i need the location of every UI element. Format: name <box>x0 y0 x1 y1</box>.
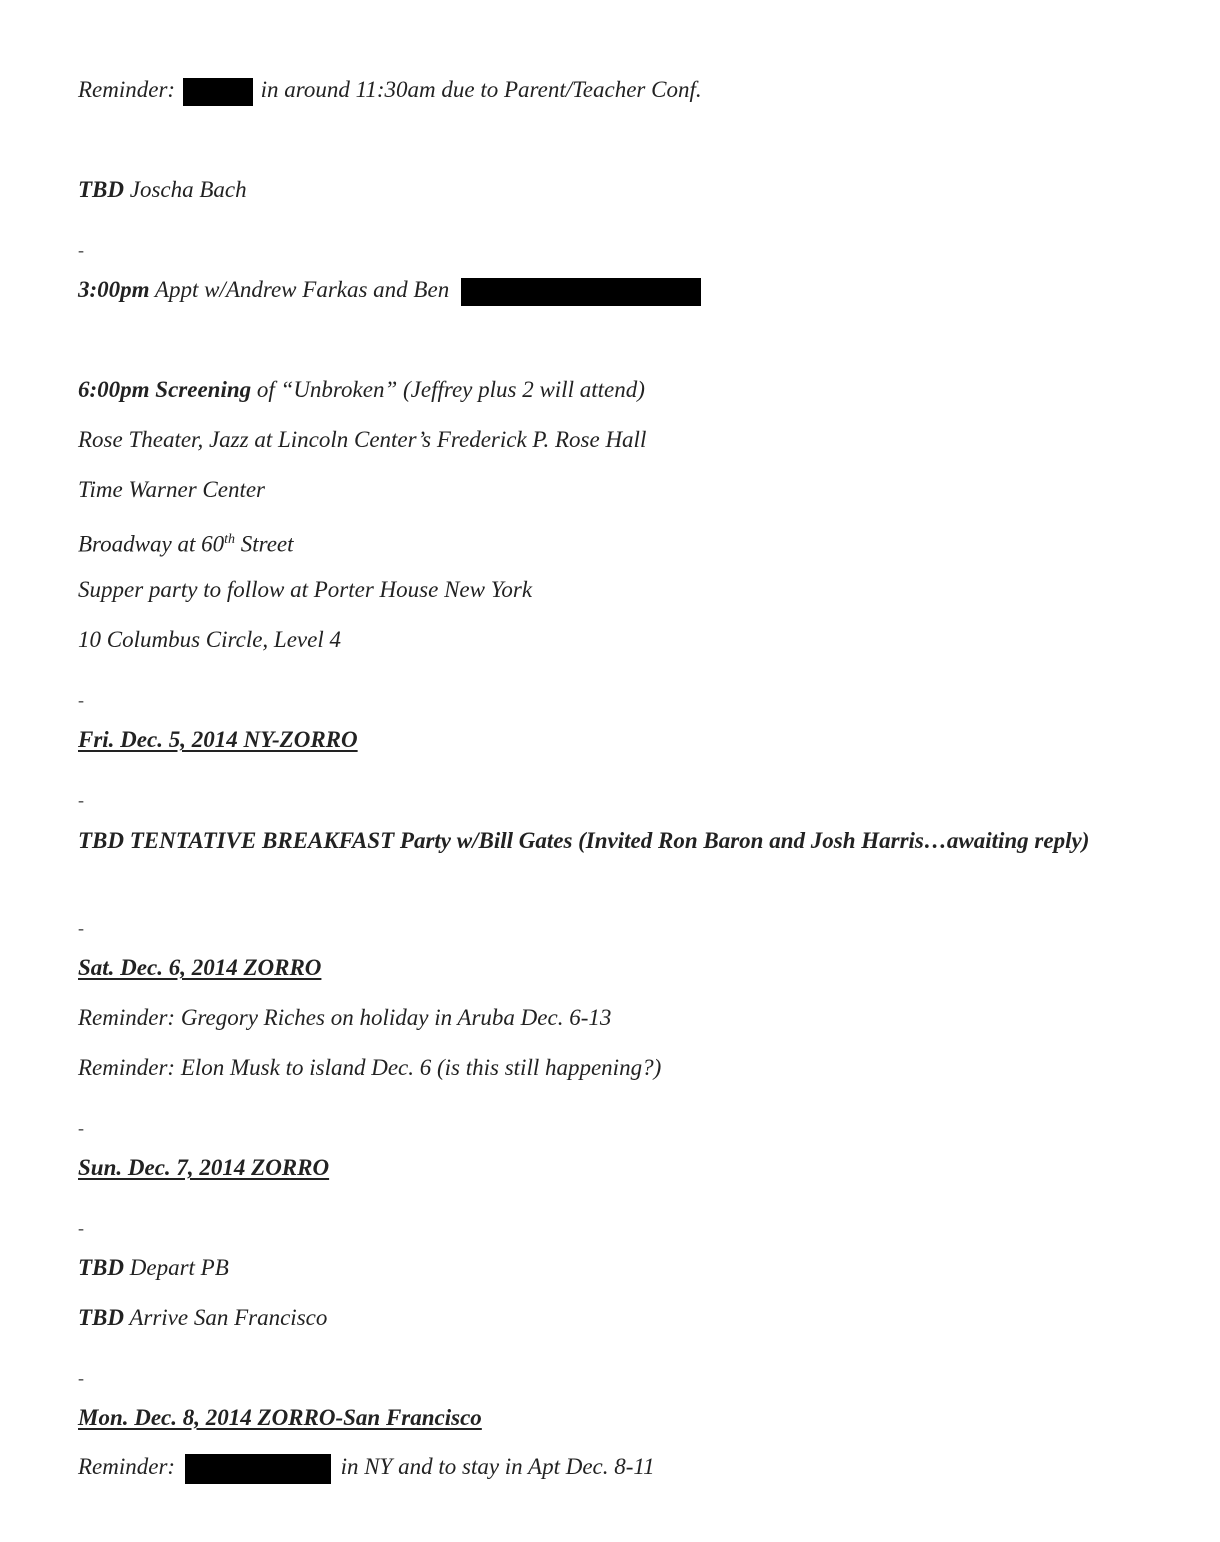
redaction-block <box>461 278 701 306</box>
separator-dash: - <box>78 1218 84 1238</box>
separator-dash: - <box>78 1118 84 1138</box>
entry-time: 6:00pm Screening <box>78 377 252 402</box>
entry-time: TBD <box>78 1305 124 1330</box>
entry-time: TBD <box>78 177 124 202</box>
reminder-label: Reminder: <box>78 77 176 102</box>
separator-dash: - <box>78 790 84 810</box>
entry-text: Joscha Bach <box>129 177 247 202</box>
entry-text: Arrive San Francisco <box>129 1305 328 1330</box>
tbd-joscha-entry <box>78 176 247 204</box>
reminder-elon: Reminder: Elon Musk to island Dec. 6 (is this still happening?) <box>78 1055 662 1080</box>
reminder-parent-teacher <box>78 76 702 106</box>
depart-entry <box>78 1254 229 1282</box>
separator-dash: - <box>78 1368 84 1388</box>
screening-building: Time Warner Center <box>78 477 265 502</box>
entry-time: TBD <box>78 1255 124 1280</box>
street-sup: th <box>224 532 235 547</box>
supper-address: 10 Columbus Circle, Level 4 <box>78 627 341 652</box>
date-heading-fri: Fri. Dec. 5, 2014 NY-ZORRO <box>78 727 358 752</box>
redaction-block <box>185 1454 331 1484</box>
entry-time: 3:00pm <box>78 277 150 302</box>
appt-entry <box>78 276 701 306</box>
date-heading-mon: Mon. Dec. 8, 2014 ZORRO-San Francisco <box>78 1405 482 1430</box>
street-prefix: Broadway at 60 <box>78 531 225 557</box>
entry-text: Appt w/Andrew Farkas and Ben <box>154 277 450 302</box>
entry-text: Depart PB <box>129 1255 229 1280</box>
reminder-label: Reminder: <box>78 1454 176 1479</box>
reminder-gregory: Reminder: Gregory Riches on holiday in Aruba Dec. 6-13 <box>78 1005 612 1030</box>
supper-party: Supper party to follow at Porter House New York <box>78 577 533 602</box>
reminder-ny-apt <box>78 1453 655 1484</box>
separator-dash: - <box>78 240 84 260</box>
separator-dash: - <box>78 918 84 938</box>
date-heading-sat: Sat. Dec. 6, 2014 ZORRO <box>78 955 322 980</box>
entry-text: of “Unbroken” (Jeffrey plus 2 will attend) <box>256 377 645 402</box>
street-suffix: Street <box>240 531 294 557</box>
reminder-text: in around 11:30am due to Parent/Teacher Conf. <box>260 77 702 102</box>
redaction-block <box>183 78 253 106</box>
breakfast-entry: TBD TENTATIVE BREAKFAST Party w/Bill Gates (Invited Ron Baron and Josh Harris…awaiting reply) <box>78 828 1090 853</box>
screening-street <box>78 526 294 559</box>
separator-dash: - <box>78 690 84 710</box>
screening-entry <box>78 376 645 404</box>
date-heading-sun: Sun. Dec. 7, 2014 ZORRO <box>78 1155 330 1180</box>
arrive-entry <box>78 1304 327 1332</box>
screening-venue: Rose Theater, Jazz at Lincoln Center’s Frederick P. Rose Hall <box>78 427 647 452</box>
reminder-text: in NY and to stay in Apt Dec. 8-11 <box>340 1454 655 1479</box>
